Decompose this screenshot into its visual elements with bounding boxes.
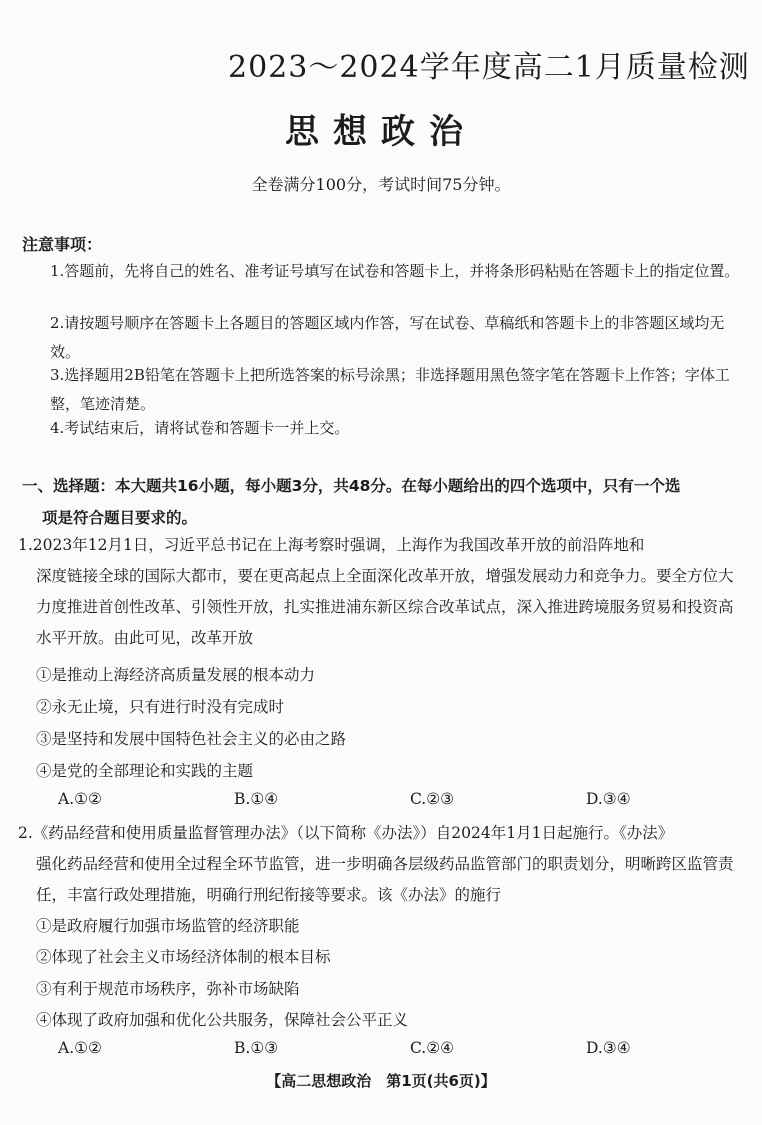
question-2-line1: 2.《药品经营和使用质量监督管理办法》（以下简称《办法》）自2024年1月1日起施行。《办法》	[18, 824, 674, 842]
question-2-statement: ①是政府履行加强市场监管的经济职能	[36, 917, 300, 935]
question-1-statement: ③是坚持和发展中国特色社会主义的必由之路	[36, 730, 347, 748]
choice-b: B.①④	[234, 790, 279, 808]
question-2-body: 强化药品经营和使用全过程全环节监管，进一步明确各层级药品监管部门的职责划分，明晰跨区监管责任，丰富行政处理措施，明确行刑纪衔接等要求。该《办法》的施行	[36, 855, 734, 904]
choice-d: D.③④	[586, 1039, 631, 1057]
note-item: 2.请按题号顺序在答题卡上各题目的答题区域内作答，写在试卷、草稿纸和答题卡上的非答题区域均无效。	[50, 314, 725, 361]
question-1-body: 深度链接全球的国际大都市，要在更高起点上全面深化改革开放，增强发展动力和竞争力。要全方位大力度推进首创性改革、引领性开放，扎实推进浦东新区综合改革试点，深入推进跨境服务贸易和投资高水平开放。由此可见，改革开放	[36, 567, 734, 647]
choice-d: D.③④	[586, 790, 631, 808]
question-2-statement: ④体现了政府加强和优化公共服务，保障社会公平正义	[36, 1011, 409, 1029]
question-1-line1: 1.2023年12月1日，习近平总书记在上海考察时强调，上海作为我国改革开放的前沿阵地和	[18, 536, 645, 554]
exam-title: 2023～2024学年度高二1月质量检测	[228, 50, 750, 85]
question-2-choices	[58, 1039, 698, 1063]
note-item: 4.考试结束后，请将试卷和答题卡一并上交。	[50, 419, 350, 437]
question-2-stem	[18, 818, 744, 911]
subject-title: 思想政治	[285, 112, 477, 152]
question-1-statement: ①是推动上海经济高质量发展的根本动力	[36, 666, 316, 684]
choice-c: C.②④	[410, 1039, 455, 1057]
exam-meta: 全卷满分100分，考试时间75分钟。	[251, 175, 511, 194]
section-heading-line1: 一、选择题：本大题共16小题，每小题3分，共48分。在每小题给出的四个选项中，只有一个选	[22, 477, 681, 495]
notes-title: 注意事项：	[22, 235, 103, 254]
question-1-choices	[58, 790, 698, 814]
page-footer: 【高二思想政治 第1页(共6页)】	[266, 1072, 496, 1090]
question-2-statement: ③有利于规范市场秩序，弥补市场缺陷	[36, 980, 300, 998]
choice-c: C.②③	[410, 790, 455, 808]
question-1-statement: ④是党的全部理论和实践的主题	[36, 762, 254, 780]
section-heading-line2: 项是符合题目要求的。	[42, 509, 198, 527]
note-item: 1.答题前，先将自己的姓名、准考证号填写在试卷和答题卡上，并将条形码粘贴在答题卡上的指定位置。	[50, 262, 740, 280]
choice-b: B.①③	[234, 1039, 279, 1057]
note-item: 3.选择题用2B铅笔在答题卡上把所选答案的标号涂黑；非选择题用黑色签字笔在答题卡上作答；字体工整，笔迹清楚。	[50, 366, 730, 413]
question-2-statement: ②体现了社会主义市场经济体制的根本目标	[36, 948, 331, 966]
question-1-stem	[18, 530, 744, 654]
question-1-statement: ②永无止境，只有进行时没有完成时	[36, 698, 285, 716]
choice-a: A.①②	[58, 790, 102, 808]
choice-a: A.①②	[58, 1039, 102, 1057]
section-heading	[22, 470, 750, 534]
